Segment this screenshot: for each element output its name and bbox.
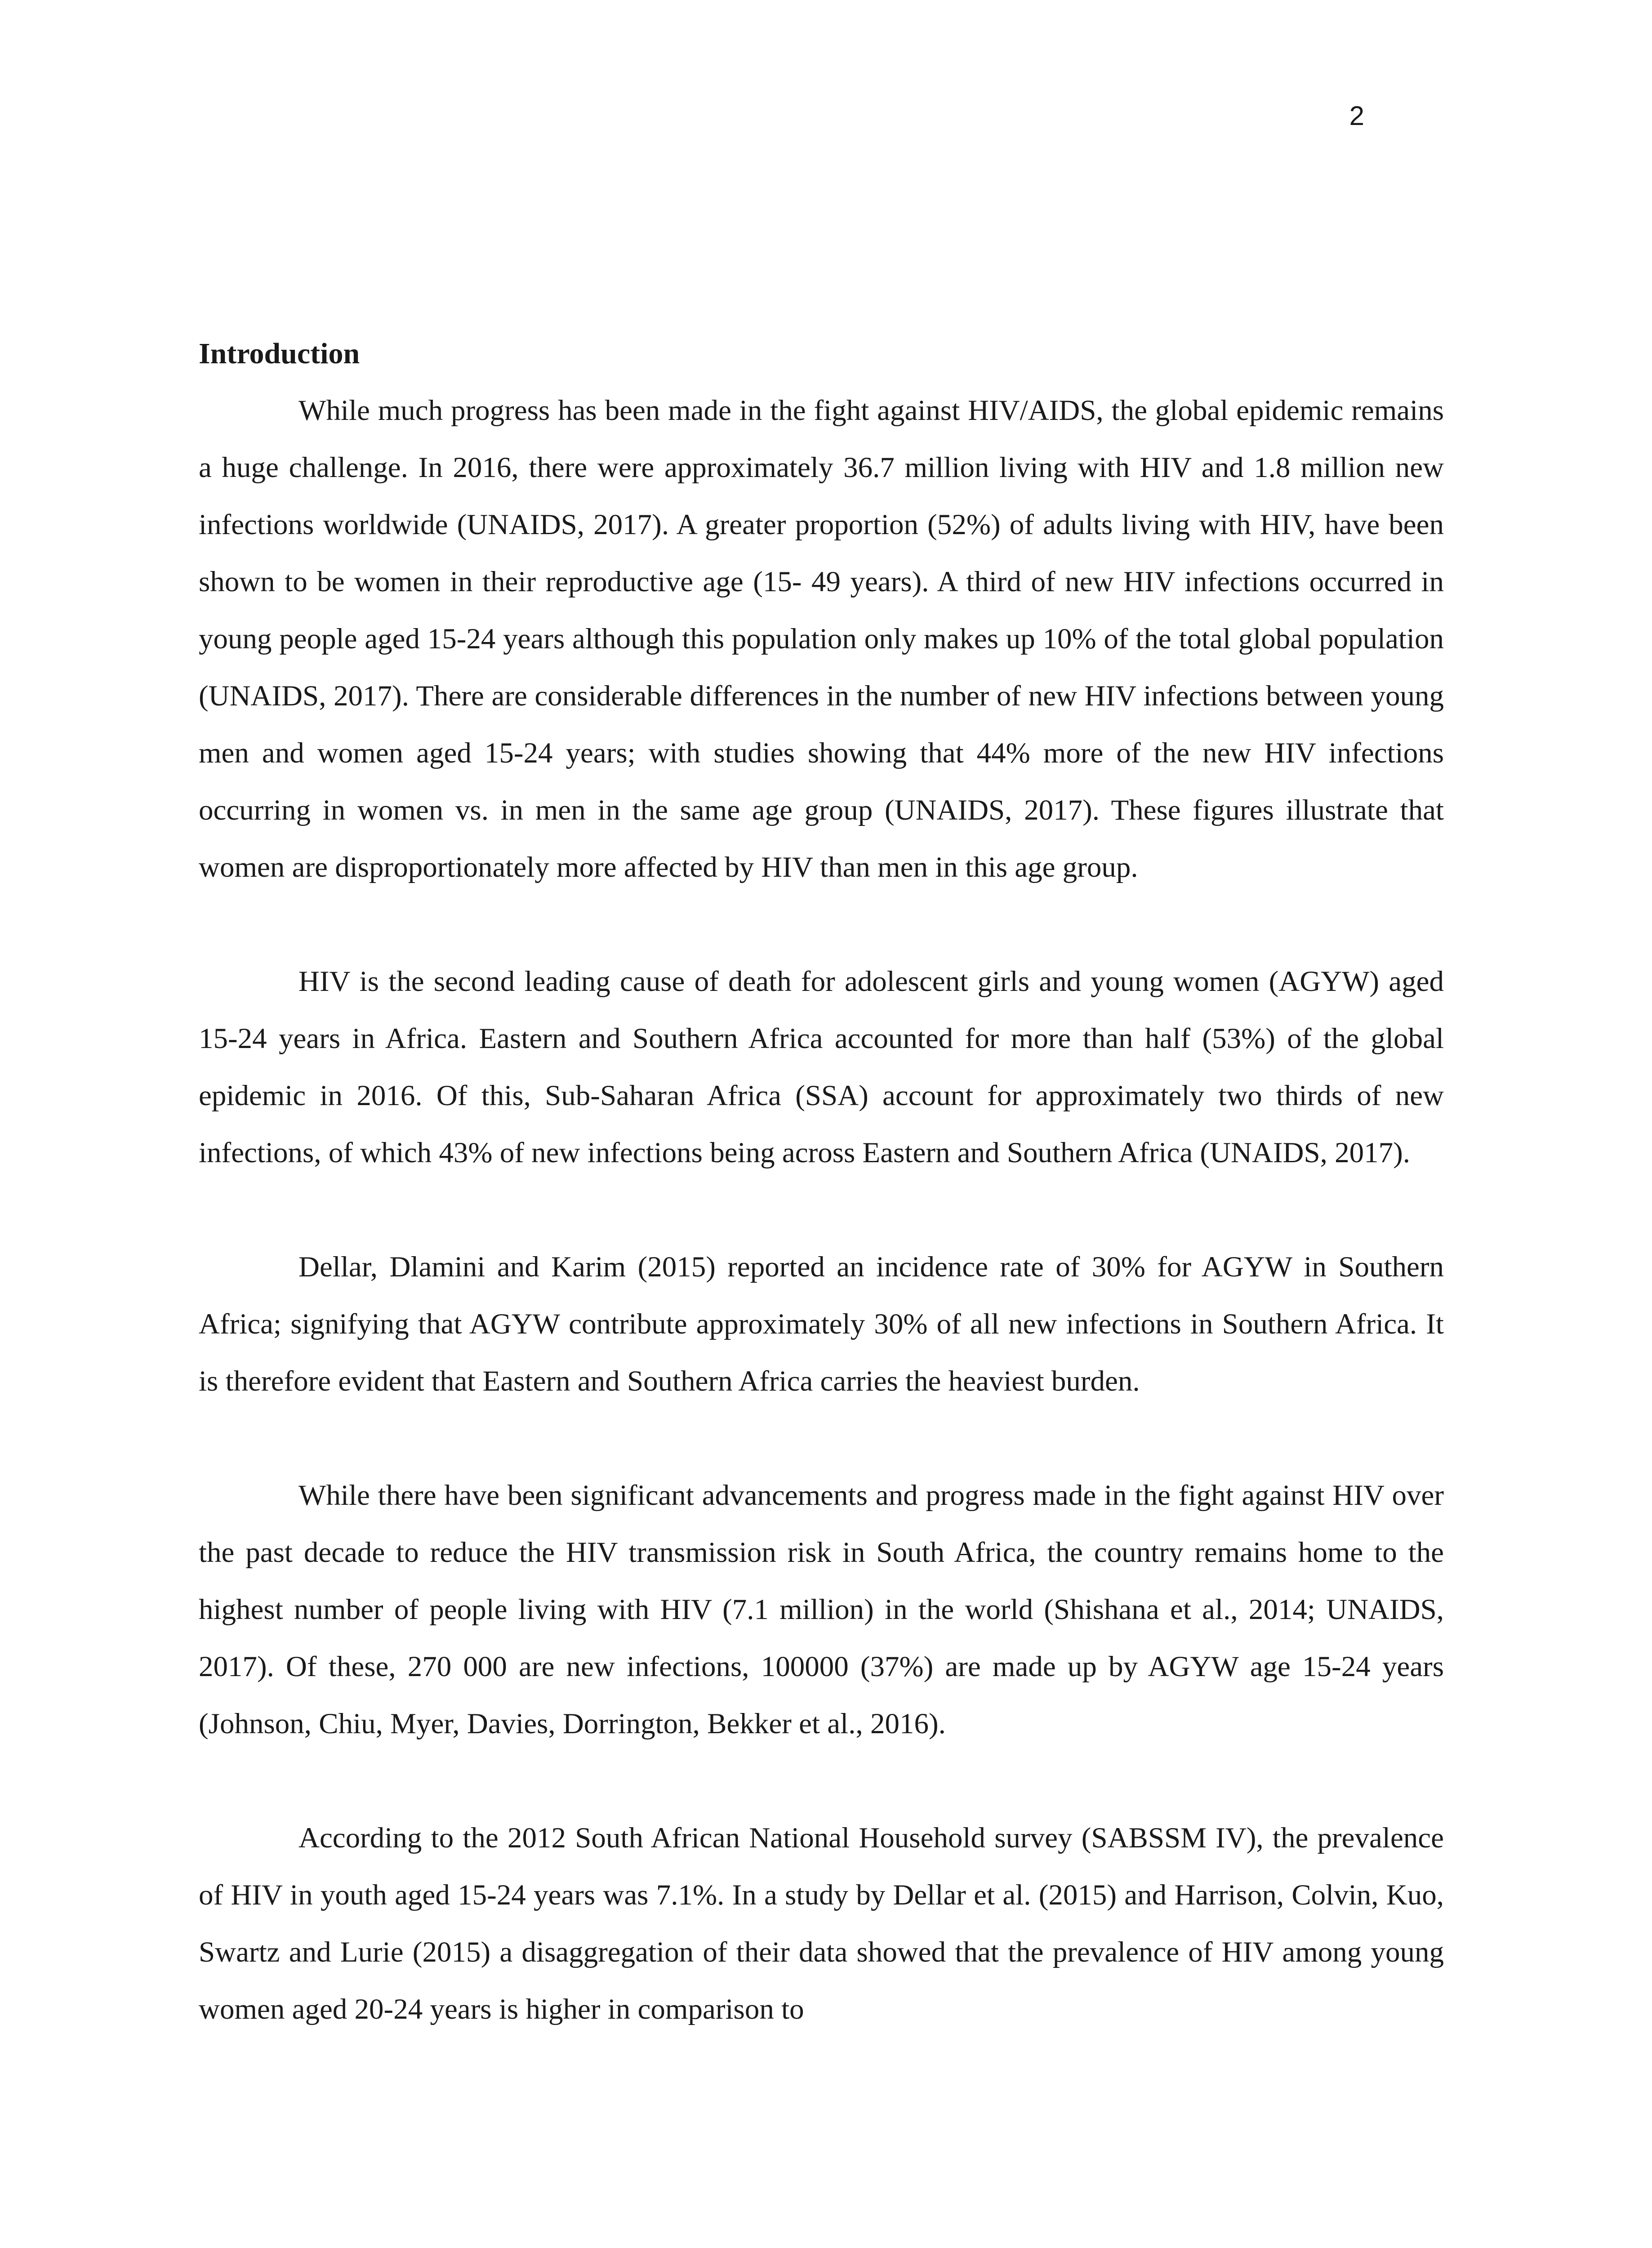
page-number: 2 [1349, 101, 1364, 131]
paragraph: According to the 2012 South African National Household survey (SABSSM IV), the prevalence of HIV in youth aged 15-24 years was 7.1%. In a study by Dellar et al. (2015) and Harrison, Colvin, Kuo, Swartz and Lurie (2015) a disaggregation of their data showed that the prevalence of HIV among young women aged 20-24 years is higher in comparison to [199, 1822, 1444, 2025]
paragraph: Dellar, Dlamini and Karim (2015) reported an incidence rate of 30% for AGYW in Southern Africa; signifying that AGYW contribute approximately 30% of all new infections in Southern Africa. It is therefore evident that Eastern and Southern Africa carries the heaviest burden. [199, 1251, 1444, 1397]
paragraph: While there have been significant advancements and progress made in the fight against HIV over the past decade to reduce the HIV transmission risk in South Africa, the country remains home to the highest number of people living with HIV (7.1 million) in the world (Shishana et al., 2014; UNAIDS, 2017). Of these, 270 000 are new infections, 100000 (37%) are made up by AGYW age 15-24 years (Johnson, Chiu, Myer, Davies, Dorrington, Bekker et al., 2016). [199, 1479, 1444, 1740]
paragraph: While much progress has been made in the fight against HIV/AIDS, the global epidemic remains a huge challenge. In 2016, there were approximately 36.7 million living with HIV and 1.8 million new infections worldwide (UNAIDS, 2017). A greater proportion (52%) of adults living with HIV, have been shown to be women in their reproductive age (15- 49 years). A third of new HIV infections occurred in young people aged 15-24 years although this population only makes up 10% of the total global population (UNAIDS, 2017). There are considerable differences in the number of new HIV infections between young men and women aged 15-24 years; with studies showing that 44% more of the new HIV infections occurring in women vs. in men in the same age group (UNAIDS, 2017). These figures illustrate that women are disproportionately more affected by HIV than men in this age group. [199, 394, 1444, 883]
section-heading: Introduction [199, 337, 360, 370]
document-body [199, 334, 1444, 2038]
paragraph: HIV is the second leading cause of death for adolescent girls and young women (AGYW) aged 15-24 years in Africa. Eastern and Southern Africa accounted for more than half (53%) of the global epidemic in 2016. Of this, Sub-Saharan Africa (SSA) account for approximately two thirds of new infections, of which 43% of new infections being across Eastern and Southern Africa (UNAIDS, 2017). [199, 965, 1444, 1169]
